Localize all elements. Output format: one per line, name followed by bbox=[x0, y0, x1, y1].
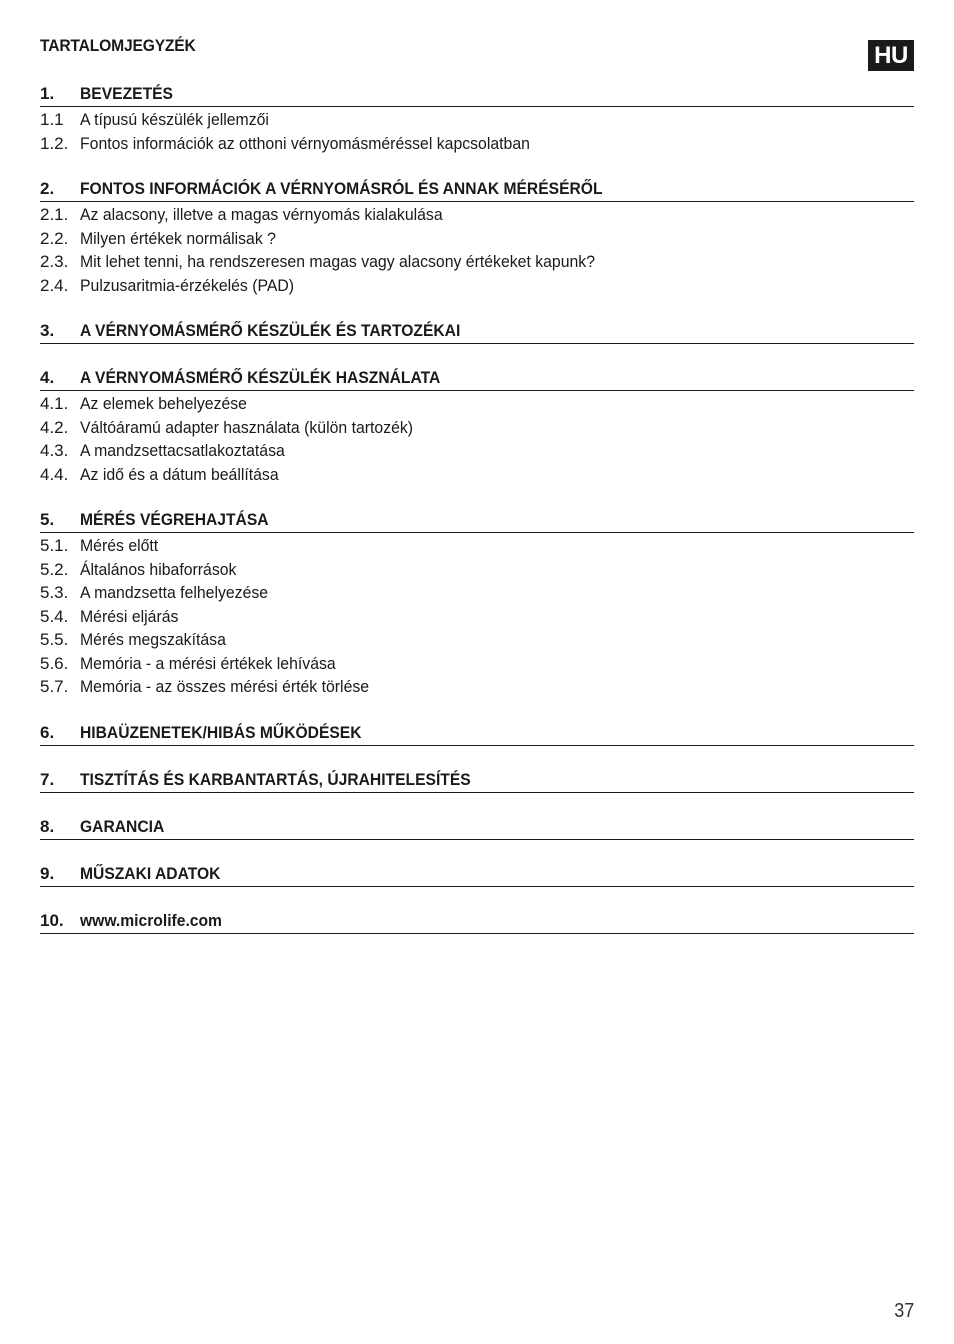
toc-section bbox=[40, 909, 914, 934]
section-items bbox=[40, 107, 914, 155]
toc-section bbox=[40, 768, 914, 793]
entry-number: 5.7. bbox=[40, 677, 69, 696]
section-title: GARANCIA bbox=[80, 816, 165, 836]
entry-label: A mandzsettacsatlakoztatása bbox=[80, 441, 285, 460]
entry-number: 4.4. bbox=[40, 464, 69, 484]
entry-label: Mérés megszakítása bbox=[80, 630, 226, 649]
section-title: A VÉRNYOMÁSMÉRŐ KÉSZÜLÉK ÉS TARTOZÉKAI bbox=[80, 321, 461, 340]
page-title: TARTALOMJEGYZÉK bbox=[40, 36, 196, 55]
toc-entry[interactable] bbox=[40, 558, 914, 582]
toc-section bbox=[40, 82, 914, 155]
section-heading[interactable] bbox=[40, 82, 914, 107]
section-heading[interactable] bbox=[40, 768, 914, 793]
section-items bbox=[40, 533, 914, 699]
section-heading[interactable] bbox=[40, 366, 914, 391]
toc-entry[interactable] bbox=[40, 605, 914, 629]
entry-number: 5.2. bbox=[40, 559, 69, 579]
section-number: 1. bbox=[40, 84, 55, 103]
table-of-contents bbox=[40, 82, 914, 956]
toc-section bbox=[40, 721, 914, 746]
entry-label: Az alacsony, illetve a magas vérnyomás kialakulása bbox=[80, 205, 443, 224]
toc-section bbox=[40, 815, 914, 840]
entry-label: Memória - a mérési értékek lehívása bbox=[80, 653, 336, 673]
toc-section bbox=[40, 366, 914, 486]
toc-section bbox=[40, 177, 914, 297]
section-heading[interactable] bbox=[40, 909, 914, 934]
section-items bbox=[40, 202, 914, 297]
section-heading[interactable] bbox=[40, 177, 914, 202]
section-number: 7. bbox=[40, 769, 55, 789]
entry-number: 5.5. bbox=[40, 630, 69, 649]
section-title: TISZTÍTÁS ÉS KARBANTARTÁS, ÚJRAHITELESÍTÉS bbox=[80, 769, 471, 789]
entry-number: 4.3. bbox=[40, 441, 69, 460]
toc-entry[interactable] bbox=[40, 652, 914, 676]
language-badge: HU bbox=[868, 40, 914, 71]
section-heading[interactable] bbox=[40, 815, 914, 840]
entry-number: 2.3. bbox=[40, 252, 69, 271]
toc-section bbox=[40, 319, 914, 344]
section-title: MŰSZAKI ADATOK bbox=[80, 863, 221, 883]
toc-entry[interactable] bbox=[40, 227, 914, 251]
section-number: 9. bbox=[40, 863, 55, 883]
entry-label: Mérési eljárás bbox=[80, 606, 179, 626]
section-heading[interactable] bbox=[40, 862, 914, 887]
entry-label: Az elemek behelyezése bbox=[80, 394, 247, 413]
toc-entry[interactable] bbox=[40, 274, 914, 298]
toc-entry[interactable] bbox=[40, 439, 914, 463]
toc-entry[interactable] bbox=[40, 203, 914, 227]
section-title: BEVEZETÉS bbox=[80, 84, 174, 103]
section-number: 8. bbox=[40, 816, 55, 836]
toc-entry[interactable] bbox=[40, 628, 914, 652]
entry-number: 4.1. bbox=[40, 394, 69, 413]
entry-number: 5.1. bbox=[40, 536, 69, 555]
entry-label: Milyen értékek normálisak ? bbox=[80, 228, 276, 248]
section-number: 4. bbox=[40, 368, 55, 387]
toc-entry[interactable] bbox=[40, 534, 914, 558]
toc-entry[interactable] bbox=[40, 675, 914, 699]
entry-label: Általános hibaforrások bbox=[80, 559, 237, 579]
toc-entry[interactable] bbox=[40, 581, 914, 605]
section-number: 6. bbox=[40, 722, 55, 742]
section-heading[interactable] bbox=[40, 508, 914, 533]
entry-label: Mérés előtt bbox=[80, 536, 159, 555]
page-number: 37 bbox=[893, 1300, 914, 1322]
entry-number: 5.4. bbox=[40, 606, 69, 626]
section-number: 3. bbox=[40, 321, 55, 340]
section-heading[interactable] bbox=[40, 319, 914, 344]
section-heading[interactable] bbox=[40, 721, 914, 746]
entry-number: 2.4. bbox=[40, 275, 69, 295]
entry-label: Váltóáramú adapter használata (külön tartozék) bbox=[80, 417, 414, 437]
section-items bbox=[40, 391, 914, 486]
entry-label: Pulzusaritmia-érzékelés (PAD) bbox=[80, 275, 295, 295]
entry-label: A mandzsetta felhelyezése bbox=[80, 583, 269, 602]
section-title: A VÉRNYOMÁSMÉRŐ KÉSZÜLÉK HASZNÁLATA bbox=[80, 368, 441, 387]
entry-number: 4.2. bbox=[40, 417, 69, 437]
section-title: FONTOS INFORMÁCIÓK A VÉRNYOMÁSRÓL ÉS ANNAK MÉRÉSÉRŐL bbox=[80, 179, 603, 198]
toc-entry[interactable] bbox=[40, 250, 914, 274]
entry-number: 2.2. bbox=[40, 228, 69, 248]
entry-label: Mit lehet tenni, ha rendszeresen magas vagy alacsony értékeket kapunk? bbox=[80, 252, 596, 271]
toc-entry[interactable] bbox=[40, 416, 914, 440]
section-title: MÉRÉS VÉGREHAJTÁSA bbox=[80, 510, 269, 529]
entry-number: 2.1. bbox=[40, 205, 69, 224]
entry-label: Memória - az összes mérési érték törlése bbox=[80, 677, 370, 696]
entry-number: 1.1 bbox=[40, 110, 64, 129]
section-number: 5. bbox=[40, 510, 55, 529]
document-page bbox=[40, 0, 914, 1344]
toc-section bbox=[40, 862, 914, 887]
entry-label: Fontos információk az otthoni vérnyomásméréssel kapcsolatban bbox=[80, 133, 530, 153]
section-title: www.microlife.com bbox=[80, 910, 222, 930]
entry-number: 5.3. bbox=[40, 583, 69, 602]
entry-number: 5.6. bbox=[40, 653, 69, 673]
toc-entry[interactable] bbox=[40, 463, 914, 487]
entry-number: 1.2. bbox=[40, 133, 69, 153]
entry-label: Az idő és a dátum beállítása bbox=[80, 464, 279, 484]
section-title: HIBAÜZENETEK/HIBÁS MŰKÖDÉSEK bbox=[80, 722, 362, 742]
toc-entry[interactable] bbox=[40, 132, 914, 156]
section-number: 2. bbox=[40, 179, 55, 198]
entry-label: A típusú készülék jellemzői bbox=[80, 110, 269, 129]
toc-entry[interactable] bbox=[40, 392, 914, 416]
toc-section bbox=[40, 508, 914, 699]
toc-entry[interactable] bbox=[40, 108, 914, 132]
section-number: 10. bbox=[40, 910, 64, 930]
